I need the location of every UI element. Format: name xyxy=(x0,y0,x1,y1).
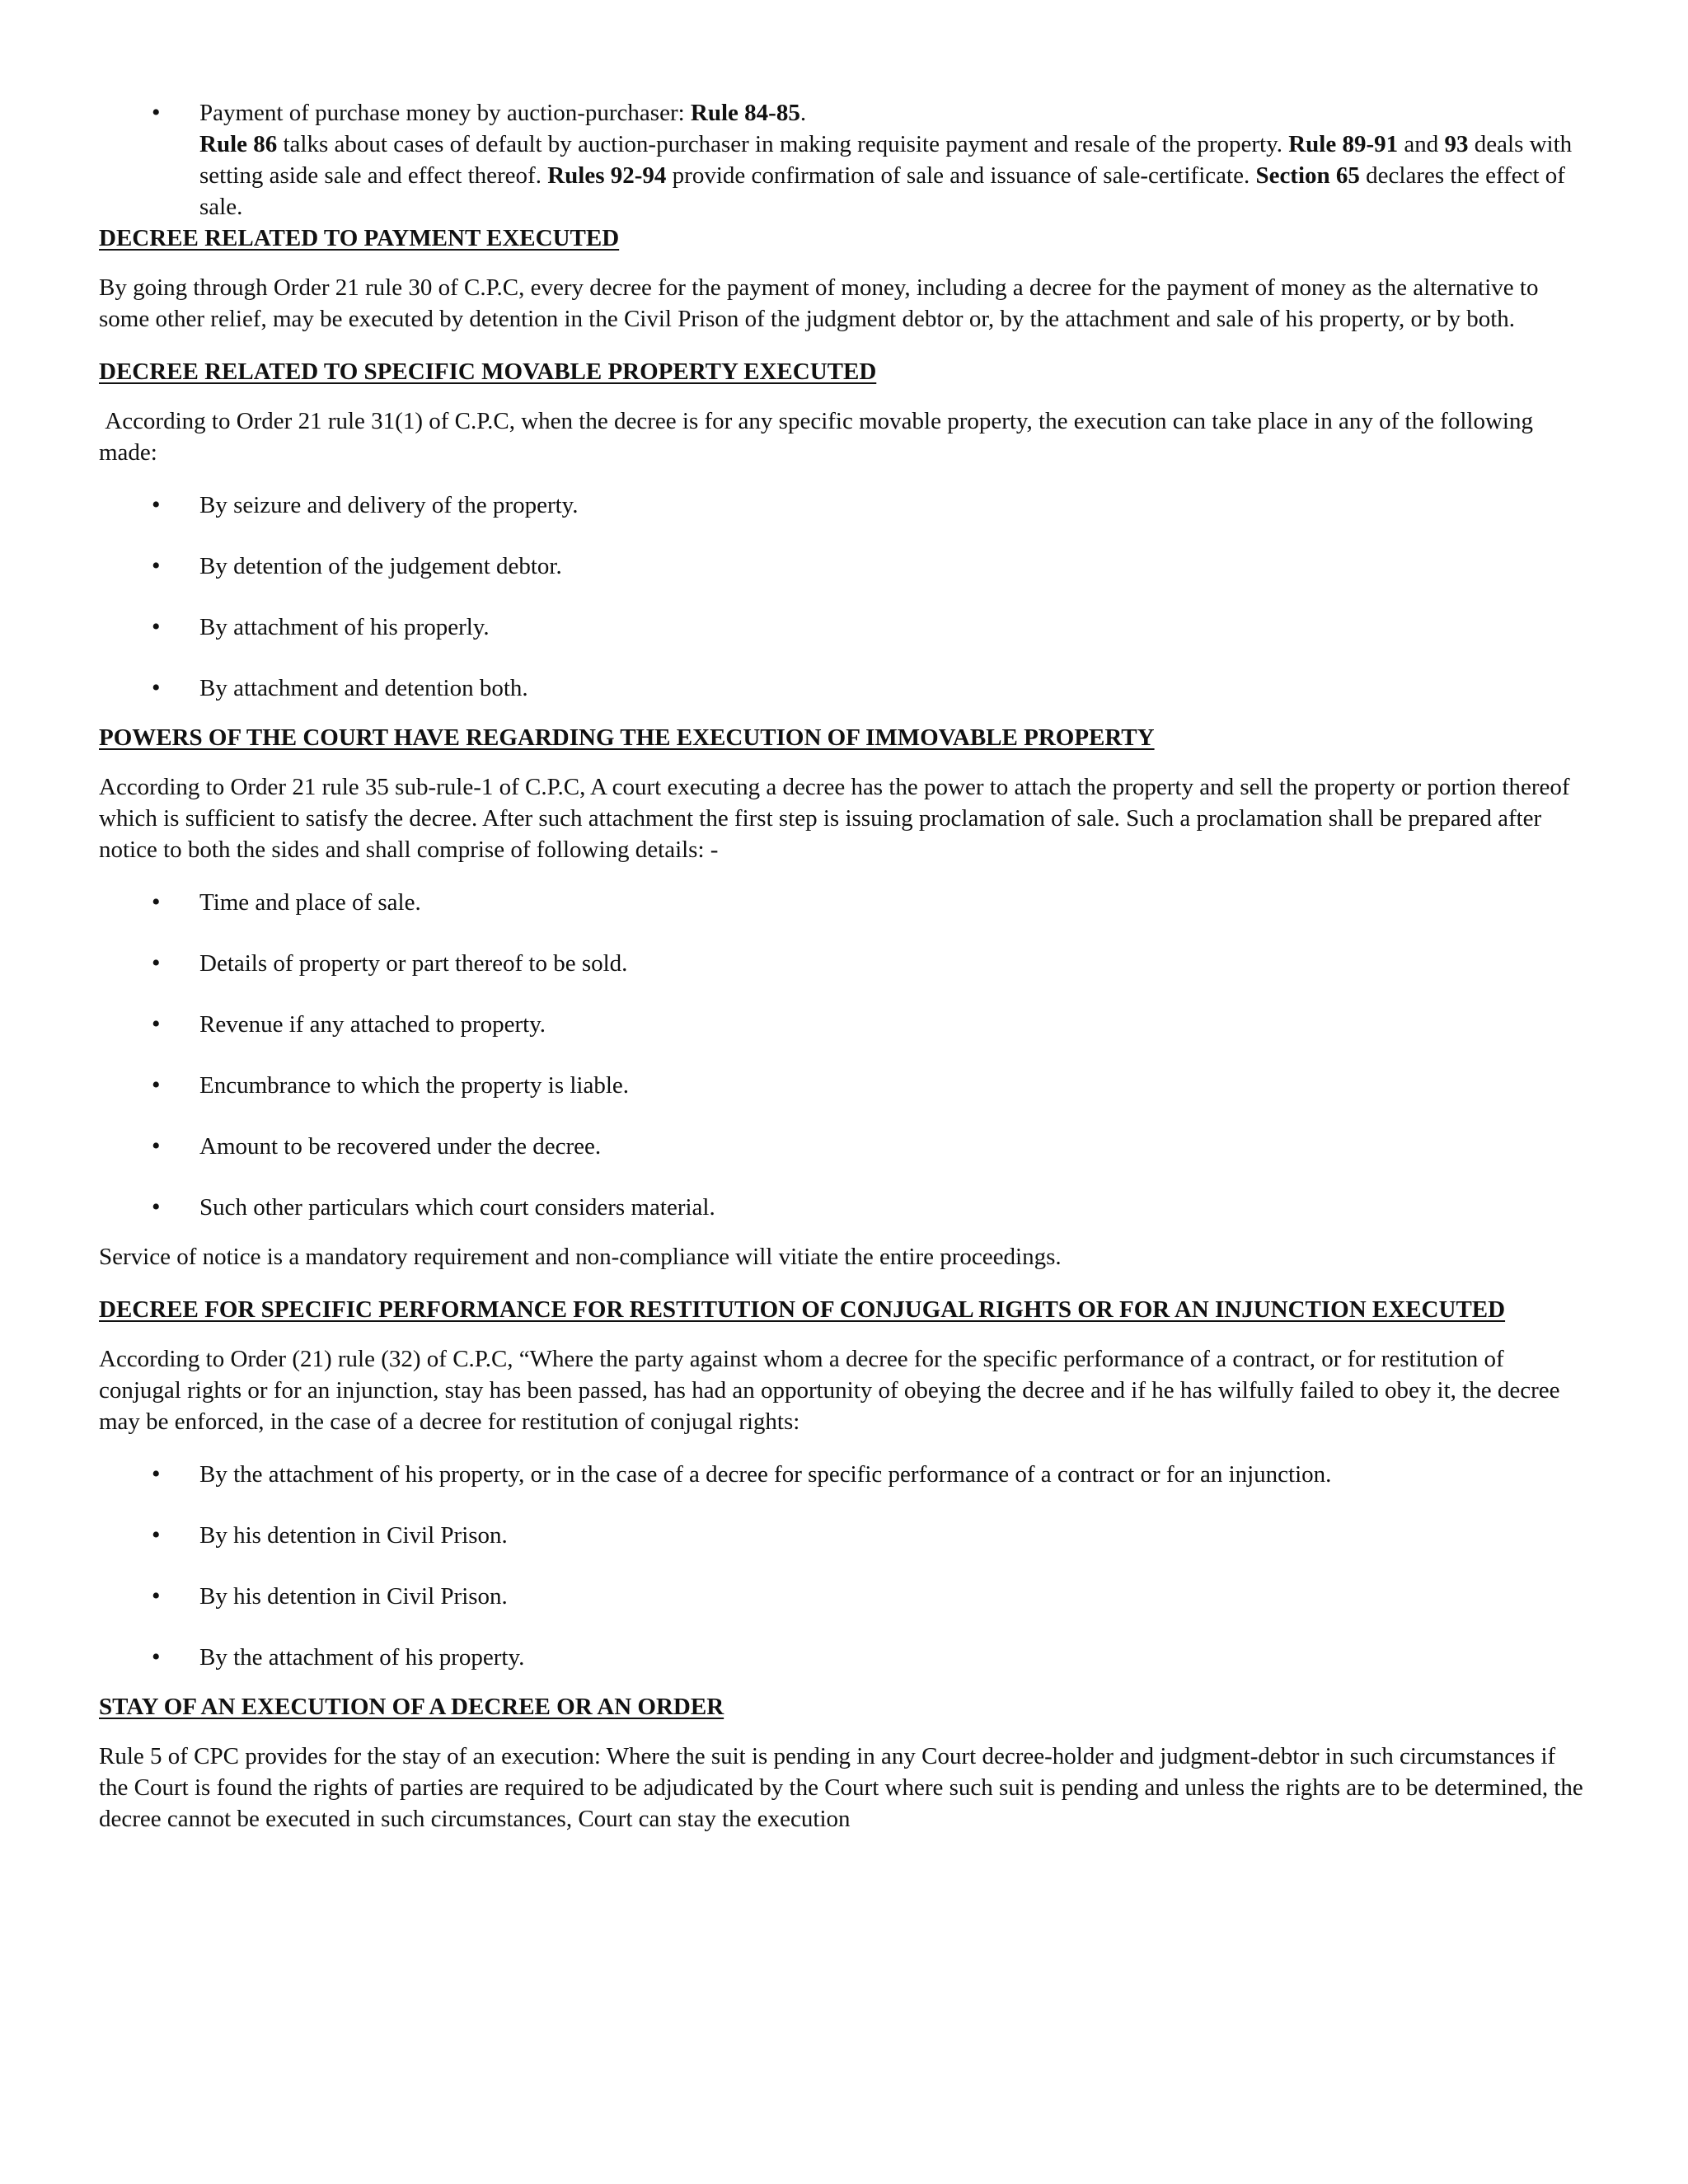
intro-text: deals with setting aside sale and effect thereof. xyxy=(199,131,1573,189)
section-ref: Section 65 xyxy=(1255,162,1360,189)
list-item: • By his detention in Civil Prison. xyxy=(99,1581,1589,1612)
section-heading: STAY OF AN EXECUTION OF A DECREE OR AN ORDER xyxy=(99,1694,724,1720)
bullet-list xyxy=(99,887,1589,1223)
list-item xyxy=(99,97,1589,223)
list-item: • Amount to be recovered under the decree. xyxy=(99,1131,1589,1162)
rule-ref: Rules 92-94 xyxy=(547,162,667,189)
list-item: • By the attachment of his property. xyxy=(99,1642,1589,1673)
list-item: • Such other particulars which court considers material. xyxy=(99,1192,1589,1223)
punct: . xyxy=(799,100,807,126)
intro-line1-text: Payment of purchase money by auction-purchaser: xyxy=(199,100,691,126)
rule-ref: 93 xyxy=(1444,131,1469,157)
list-item: • By the attachment of his property, or in the case of a decree for specific performance of a contract or for an injunction. xyxy=(99,1459,1589,1490)
intro-list xyxy=(99,97,1589,223)
list-item: • By his detention in Civil Prison. xyxy=(99,1520,1589,1551)
intro-text: talks about cases of default by auction-purchaser in making requisite payment and resale of the property. xyxy=(277,131,1289,157)
list-item: • Time and place of sale. xyxy=(99,887,1589,918)
bullet-list xyxy=(99,1459,1589,1673)
list-item: • Encumbrance to which the property is liable. xyxy=(99,1070,1589,1101)
section-heading: POWERS OF THE COURT HAVE REGARDING THE EXECUTION OF IMMOVABLE PROPERTY xyxy=(99,724,1155,751)
list-item: • Details of property or part thereof to be sold. xyxy=(99,948,1589,979)
list-item: • By attachment of his properly. xyxy=(99,612,1589,643)
rule-ref: Rule 84-85 xyxy=(690,100,800,126)
rule-ref: Rule 89-91 xyxy=(1288,131,1399,157)
list-item: • By seizure and delivery of the property. xyxy=(99,490,1589,521)
intro-text: and xyxy=(1398,131,1445,157)
section-heading: DECREE RELATED TO PAYMENT EXECUTED xyxy=(99,225,620,251)
closing-paragraph: Service of notice is a mandatory requirement and non-compliance will vitiate the entire proceedings. xyxy=(99,1244,1062,1270)
section-paragraph: According to Order (21) rule (32) of C.P.C, “Where the party against whom a decree for the specific performance of a contract, or for restitution of conjugal rights or for an injunction, stay has been passed, has had an opportunity of obeying the decree and if he has wilfully failed to obey it, the decree may be enforced, in the case of a decree for restitution of conjugal rights: xyxy=(99,1346,1560,1435)
section-paragraph: By going through Order 21 rule 30 of C.P.C, every decree for the payment of money, including a decree for the payment of money as the alternative to some other relief, may be executed by detention in the Civil Prison of the judgment debtor or, by the attachment and sale of his property, or by both. xyxy=(99,274,1539,332)
list-item: • By detention of the judgement debtor. xyxy=(99,551,1589,582)
bullet-list xyxy=(99,490,1589,704)
intro-text: provide confirmation of sale and issuance of sale-certificate. xyxy=(666,162,1256,189)
section-paragraph: According to Order 21 rule 35 sub-rule-1 of C.P.C, A court executing a decree has the power to attach the property and sell the property or portion thereof which is sufficient to satisfy the decree. After such attachment the first step is issuing proclamation of sale. Such a proclamation shall be prepared after notice to both the sides and shall comprise of following details: - xyxy=(99,774,1570,863)
rule-ref: Rule 86 xyxy=(199,131,278,157)
section-paragraph: Rule 5 of CPC provides for the stay of an execution: Where the suit is pending in any Court decree-holder and judgment-debtor in such circumstances if the Court is found the rights of parties are required to be adjudicated by the Court where such suit is pending and unless the rights are to be determined, the decree cannot be executed in such circumstances, Court can stay the execution xyxy=(99,1743,1583,1832)
section-paragraph: According to Order 21 rule 31(1) of C.P.C, when the decree is for any specific movable property, the execution can take place in any of the following made: xyxy=(99,408,1540,466)
section-heading: DECREE FOR SPECIFIC PERFORMANCE FOR RESTITUTION OF CONJUGAL RIGHTS OR FOR AN INJUNCTION EXECUTED xyxy=(99,1296,1506,1323)
list-item: • Revenue if any attached to property. xyxy=(99,1009,1589,1040)
intro-text: declares the effect of sale. xyxy=(199,162,1565,220)
section-heading: DECREE RELATED TO SPECIFIC MOVABLE PROPERTY EXECUTED xyxy=(99,359,877,385)
list-item: • By attachment and detention both. xyxy=(99,673,1589,704)
